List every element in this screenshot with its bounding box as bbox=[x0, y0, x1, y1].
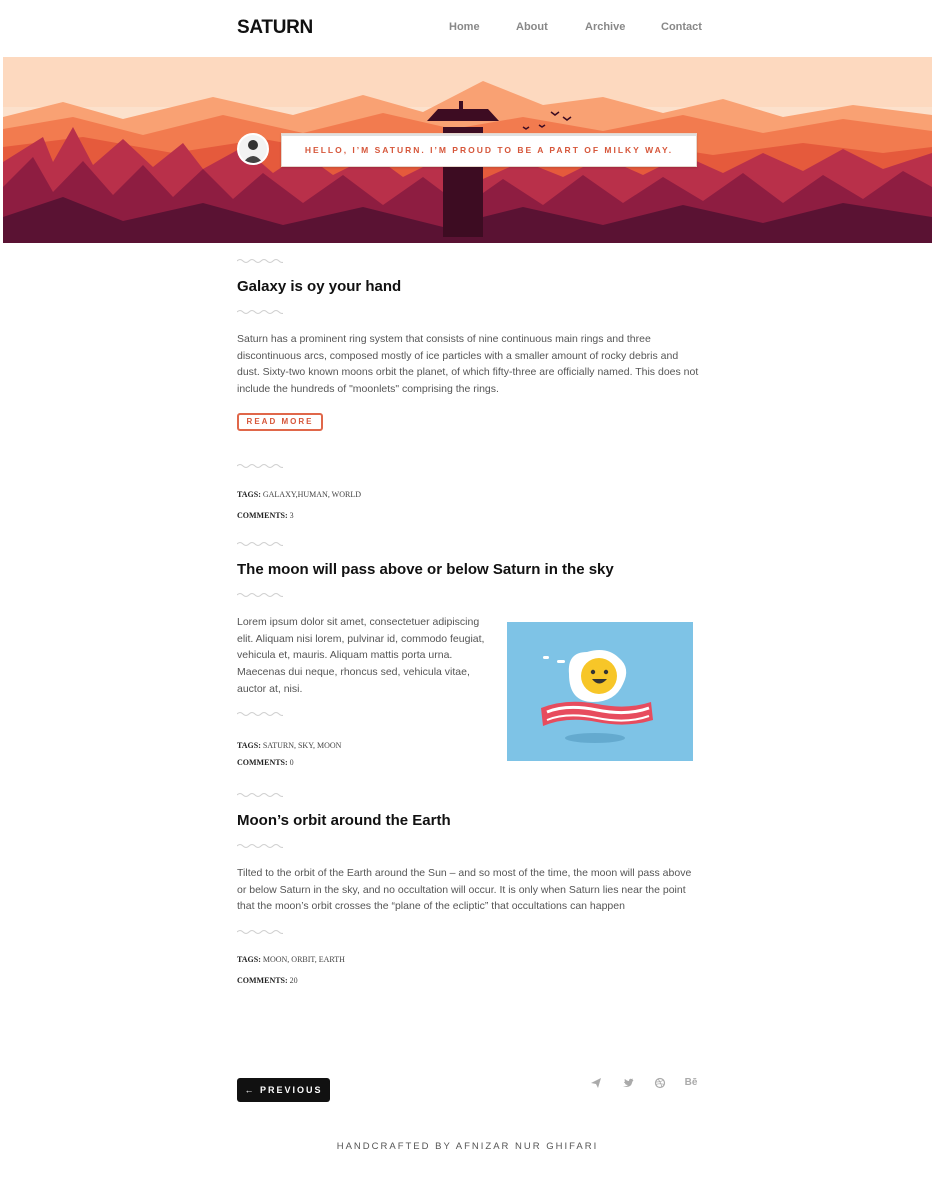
site-header bbox=[0, 0, 935, 57]
post-tags bbox=[237, 955, 345, 964]
avatar-portrait-icon bbox=[239, 135, 267, 163]
post-body: Lorem ipsum dolor sit amet, consectetuer adipiscing elit. Aliquam nisi lorem, pulvinar id, commodo feugiat, vehicula et, mauris. Aliquam mattis porta urna. Maecenas dui neque, rhoncus sed, vehicula vitae, auctor at, nisi. bbox=[237, 616, 485, 695]
egg-on-bacon-illustration bbox=[507, 622, 693, 761]
paper-plane-icon[interactable] bbox=[588, 1077, 604, 1091]
wave-divider bbox=[237, 309, 283, 315]
tags-label: TAGS: bbox=[237, 955, 261, 964]
wave-divider bbox=[237, 463, 283, 469]
nav-home[interactable]: Home bbox=[449, 21, 480, 33]
post-title[interactable]: Galaxy is oy your hand bbox=[237, 278, 402, 295]
comments-label: COMMENTS: bbox=[237, 758, 288, 767]
post-title[interactable]: Moon’s orbit around the Earth bbox=[237, 812, 451, 829]
wave-divider bbox=[237, 258, 283, 264]
tags-label: TAGS: bbox=[237, 741, 261, 750]
comments-count[interactable]: 0 bbox=[289, 758, 294, 767]
arrow-left-icon: ← bbox=[244, 1085, 256, 1095]
tags-value[interactable]: GALAXY,HUMAN, WORLD bbox=[262, 490, 362, 499]
post-title[interactable]: The moon will pass above or below Saturn in the sky bbox=[237, 561, 614, 578]
comments-count[interactable]: 3 bbox=[289, 511, 294, 520]
post-tags bbox=[237, 741, 341, 750]
tags-value[interactable]: SATURN, SKY, MOON bbox=[262, 741, 342, 750]
nav-archive[interactable]: Archive bbox=[585, 21, 626, 33]
wave-divider bbox=[237, 843, 283, 849]
wave-divider bbox=[237, 592, 283, 598]
twitter-icon[interactable] bbox=[620, 1077, 636, 1091]
post-comments bbox=[237, 758, 294, 767]
post-body: Tilted to the orbit of the Earth around the Sun – and so most of the time, the moon will pass above or below Saturn in the sky, and no occultation will occur. It is only when Saturn lies near the point that the moon’s orbit crosses the “plane of the ecliptic” that occultations can happen bbox=[237, 867, 692, 913]
wave-divider bbox=[237, 929, 283, 935]
previous-button[interactable] bbox=[237, 1078, 330, 1102]
tags-value[interactable]: MOON, ORBIT, EARTH bbox=[262, 955, 345, 964]
tags-label: TAGS: bbox=[237, 490, 261, 499]
post-image[interactable] bbox=[507, 622, 693, 761]
comments-label: COMMENTS: bbox=[237, 511, 288, 520]
author-avatar[interactable] bbox=[237, 133, 269, 165]
post-body: Saturn has a prominent ring system that consists of nine continuous main rings and three discontinuous arcs, composed mostly of ice particles with a smaller amount of rocky debris and dust. Sixty-two known moons orbit the planet, of which fifty-three are officially named. This does not include the hundreds of "moonlets" comprising the rings. bbox=[237, 333, 699, 396]
nav-about[interactable]: About bbox=[516, 21, 548, 33]
previous-label: PREVIOUS bbox=[260, 1085, 323, 1095]
comments-label: COMMENTS: bbox=[237, 976, 288, 985]
wave-divider bbox=[237, 792, 283, 798]
post-comments bbox=[237, 511, 294, 520]
nav-contact[interactable]: Contact bbox=[661, 21, 702, 33]
post-comments bbox=[237, 976, 298, 985]
comments-count[interactable]: 20 bbox=[289, 976, 298, 985]
wave-divider bbox=[237, 541, 283, 547]
dribbble-icon[interactable] bbox=[652, 1077, 668, 1091]
read-more-button[interactable]: READ MORE bbox=[237, 413, 323, 431]
post-tags bbox=[237, 490, 361, 499]
wave-divider bbox=[237, 711, 283, 717]
behance-icon[interactable]: Bē bbox=[684, 1077, 698, 1088]
site-logo[interactable]: SATURN bbox=[237, 17, 313, 38]
hero-greeting: HELLO, I’M SATURN. I’M PROUD TO BE A PART OF MILKY WAY. bbox=[281, 133, 697, 167]
footer-credit: HANDCRAFTED BY AFNIZAR NUR GHIFARI bbox=[336, 1141, 599, 1152]
